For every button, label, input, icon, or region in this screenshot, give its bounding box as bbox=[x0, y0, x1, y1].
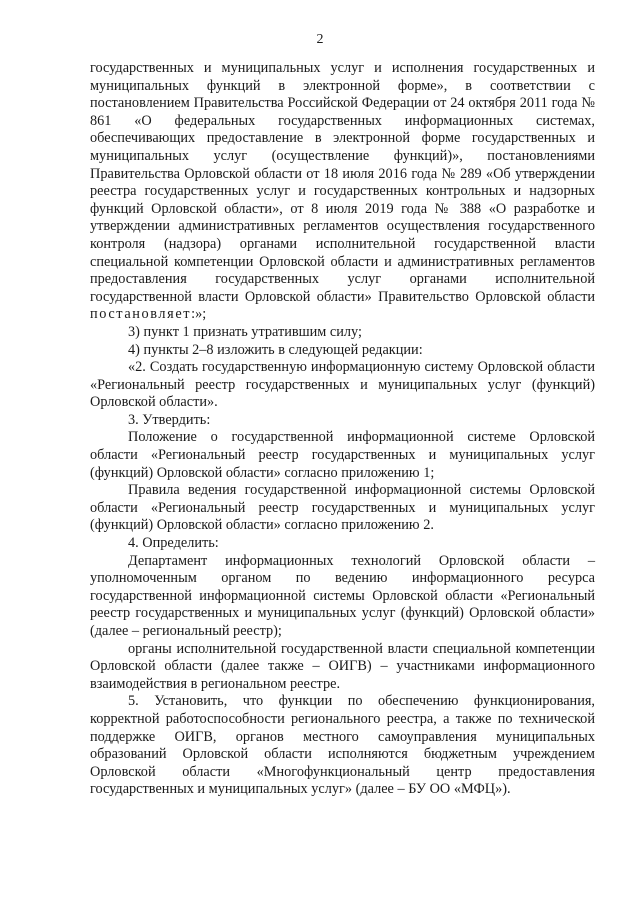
paragraph-department: Департамент информационных технологий Орловской области – уполномоченным органом по ведению информационного ресурса государственной информационной системы Орловской области «Региональный реестр государственных и муниципальных услуг (функций) Орловской области» (далее – региональный реестр); bbox=[90, 552, 595, 639]
resolution-keyword: постановляет bbox=[90, 306, 192, 323]
paragraph-text: государственных и муниципальных услуг и исполнения государственных и муниципальных функций в электронной форме», в соответствии с постановлением Правительства Российской Федерации от 24 октября 2011 года № 861 «О федеральных государственных информационных системах, обеспечивающих предоставление в электронной форме государственных и муниципальных услуг (осуществление функций)», постановлениями Правительства Орловской области от 18 июля 2016 года № 289 «Об утверждении реестра государственных услуг и государственных контрольных и надзорных функций Орловской области», от 8 июля 2019 года № 388 «О разработке и утверждении административных регламентов осуществления государственного контроля (надзора) органами исполнительной государственной власти специальной компетенции Орловской области и административных регламентов предоставления государственных услуг органами исполнительной государственной власти Орловской области» Правительство Орловской области bbox=[90, 60, 595, 305]
page-number: 2 bbox=[316, 32, 324, 47]
paragraph-tail: :»; bbox=[191, 306, 207, 323]
paragraph-approve: 3. Утвердить: bbox=[128, 411, 211, 428]
paragraph-rules: Правила ведения государственной информационной системы Орловской области «Региональный реестр государственных и муниципальных услуг (функций) Орловской области» согласно приложению 2. bbox=[90, 482, 595, 534]
paragraph-oigv: органы исполнительной государственной власти специальной компетенции Орловской области (далее также – ОИГВ) – участниками информационного взаимодействия в региональном реестре. bbox=[90, 640, 595, 692]
paragraph-item-4: 4) пункты 2–8 изложить в следующей редакции: bbox=[128, 341, 423, 358]
paragraph-item-3: 3) пункт 1 признать утратившим силу; bbox=[128, 323, 362, 340]
paragraph-legal-basis bbox=[90, 60, 595, 324]
paragraph-create-system: «2. Создать государственную информационную систему Орловской области «Региональный реестр государственных и муниципальных услуг (функций) Орловской области». bbox=[90, 359, 595, 411]
paragraph-determine: 4. Определить: bbox=[128, 535, 219, 552]
document-body bbox=[90, 60, 595, 799]
paragraph-regulation: Положение о государственной информационной системе Орловской области «Региональный реестр государственных и муниципальных услуг (функций) Орловской области» согласно приложению 1; bbox=[90, 429, 595, 481]
paragraph-establish: 5. Установить, что функции по обеспечению функционирования, корректной работоспособности регионального реестра, а также по технической поддержке ОИГВ, органов местного самоуправления муниципальных образований Орловской области исполняются бюджетным учреждением Орловской области «Многофункциональный центр предоставления государственных и муниципальных услуг» (далее – БУ ОО «МФЦ»). bbox=[90, 693, 595, 798]
